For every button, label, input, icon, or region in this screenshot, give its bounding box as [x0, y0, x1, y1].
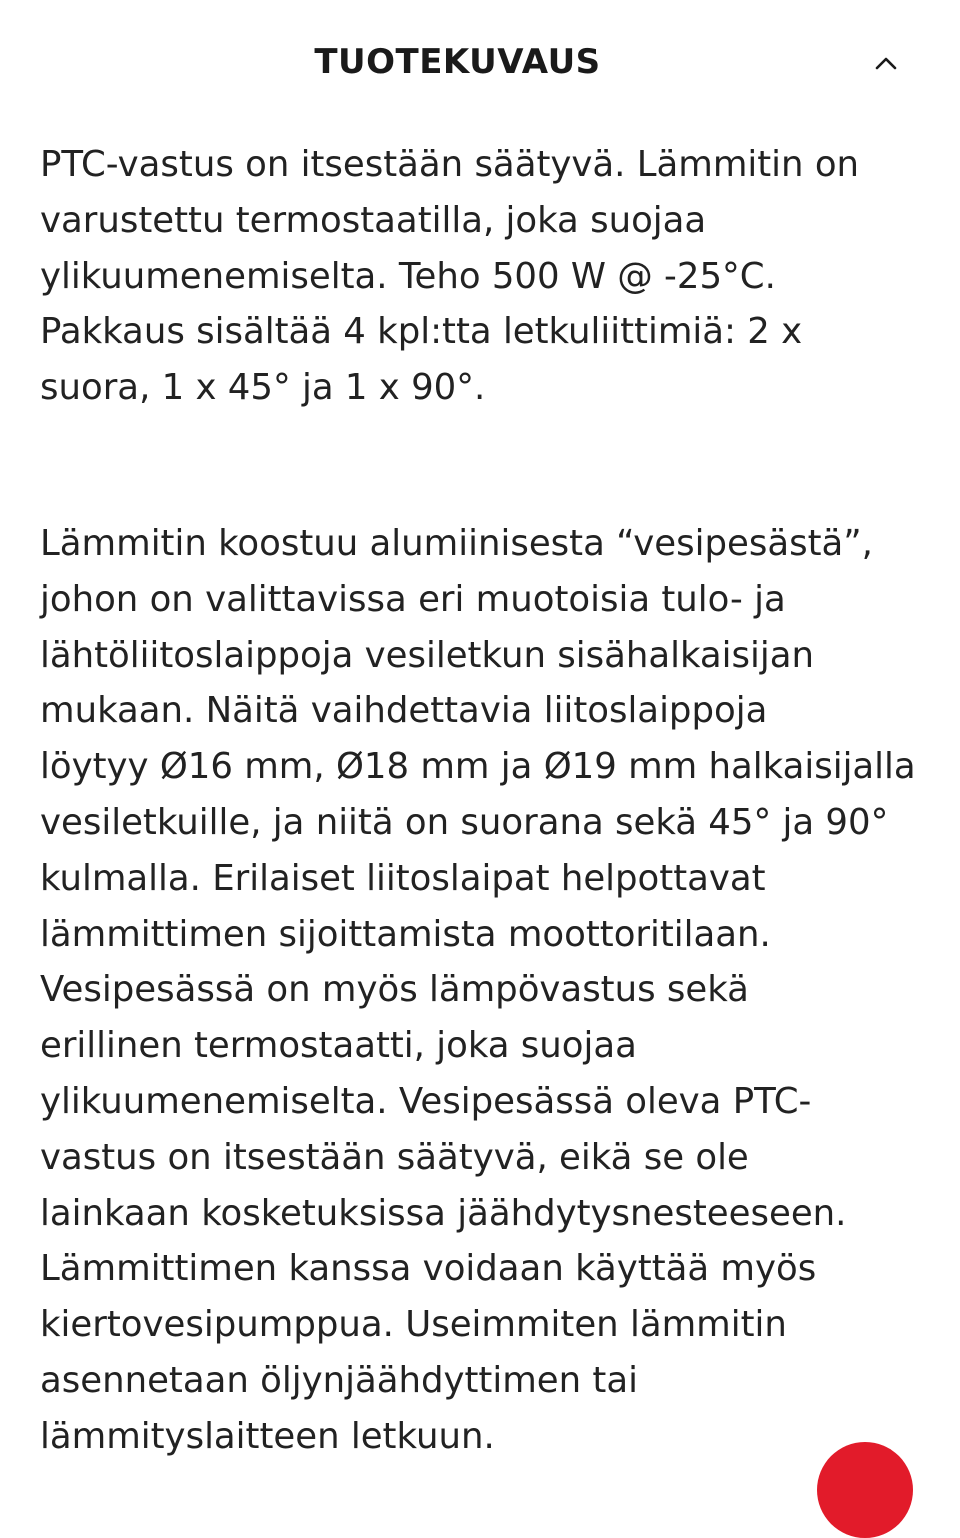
- description-paragraph-2: Lämmitin koostuu alumiinisesta “vesipesästä”, johon on valittavissa eri muotoisia tulo- ja lähtöliitoslaippoja vesiletkun sisähalkaisijan mukaan. Näitä vaihdettavia liitoslaippoja löytyy Ø16 mm, Ø18 mm ja Ø19 mm halkaisijalla vesiletkuille, ja niitä on suorana sekä 45° ja 90° kulmalla. Erilaiset liitoslaipat helpottavat lämmittimen sijoittamista moottoritilaan. Vesipesässä on myös lämpövastus sekä erillinen termostaatti, joka suojaa ylikuumenemiselta. Vesipesässä oleva PTC- vastus on itsestään säätyvä, eikä se ole lainkaan kosketuksissa jäähdytysnesteeseen. Lämmittimen kanssa voidaan käyttää myös kiertovesipumppua. Useimmiten lämmitin asennetaan öljynjäähdyttimen tai lämmityslaitteen letkuun.: [40, 523, 916, 1457]
- floating-action-button[interactable]: [817, 1442, 913, 1538]
- accordion-title: TUOTEKUVAUS: [314, 42, 601, 82]
- accordion-header-toggle[interactable]: [0, 28, 960, 104]
- description-paragraph-1: PTC-vastus on itsestään säätyvä. Lämmitin on varustettu termostaatilla, joka suojaa ylikuumenemiselta. Teho 500 W @ -25°C. Pakkaus sisältää 4 kpl:tta letkuliittimiä: 2 x suora, 1 x 45° ja 1 x 90°.: [40, 144, 860, 409]
- chevron-up-icon[interactable]: [872, 50, 900, 78]
